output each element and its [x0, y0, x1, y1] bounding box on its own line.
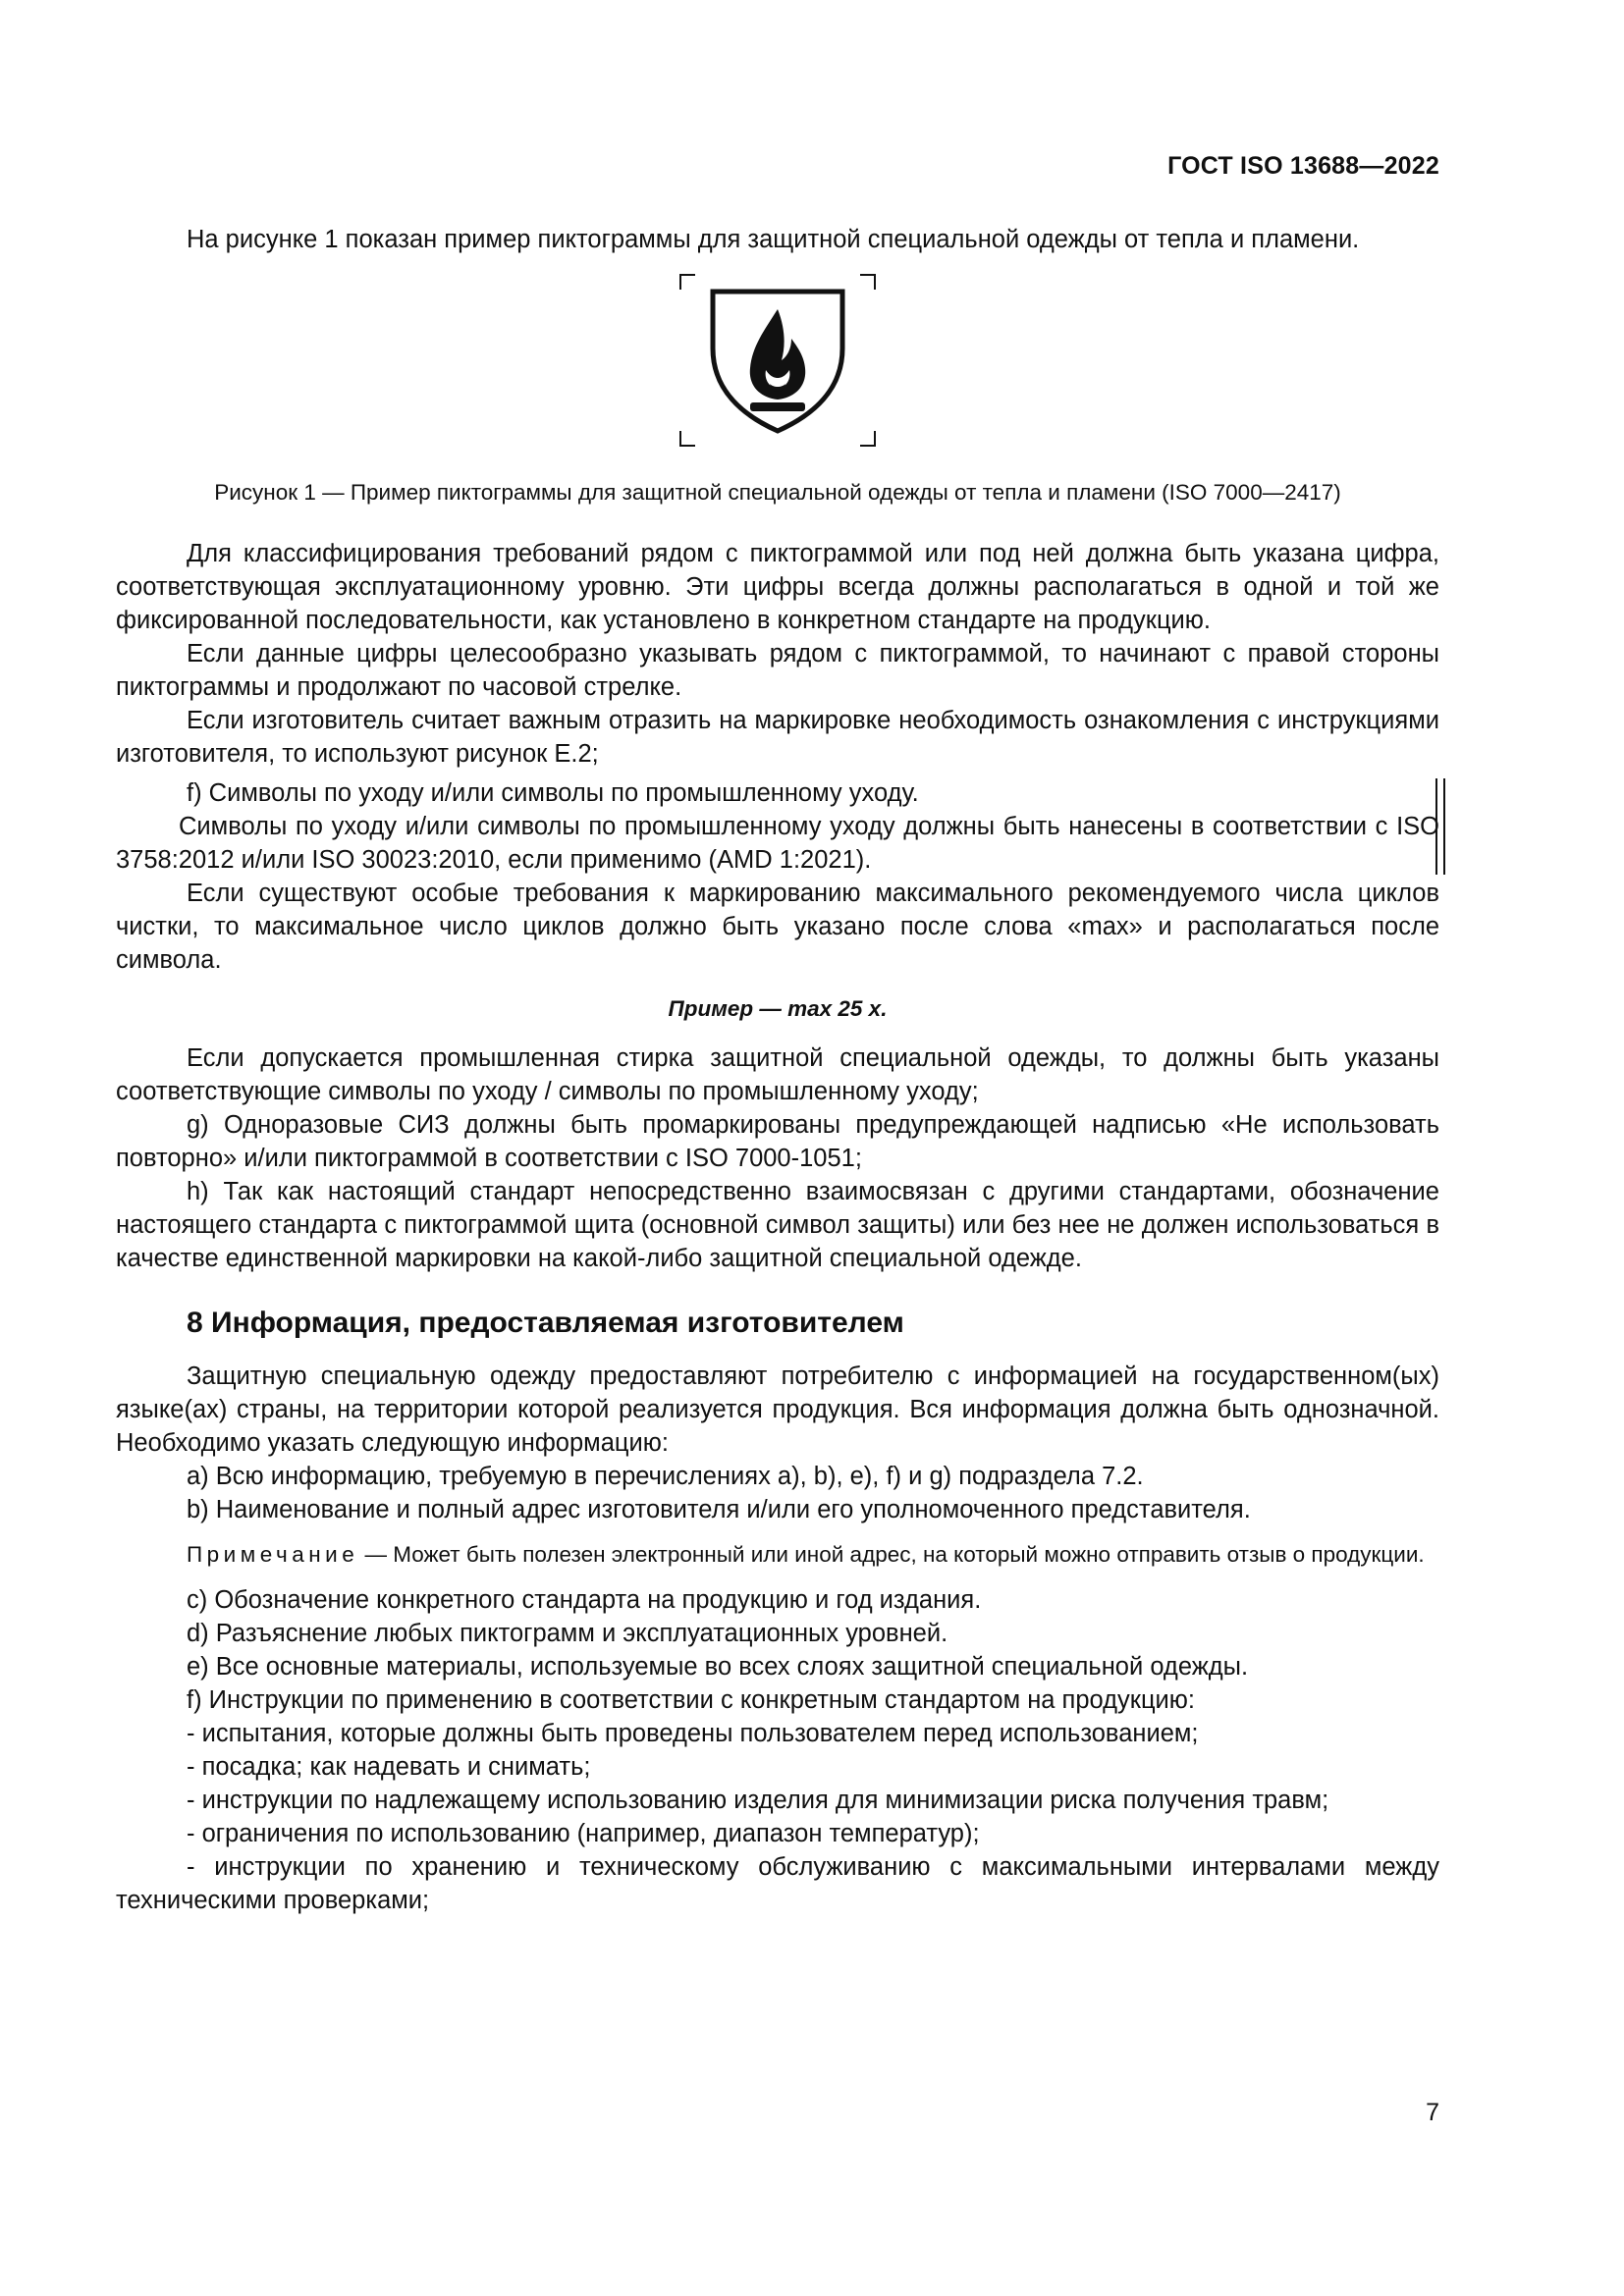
section-heading: 8 Информация, предоставляемая изготовителем [187, 1307, 904, 1339]
list-item: b) Наименование и полный адрес изготовителя и/или его уполномоченного представителя. [187, 1496, 1251, 1523]
crop-mark-top-left [679, 274, 695, 290]
crop-mark-top-right [860, 274, 876, 290]
note [116, 1540, 1439, 1570]
change-bar [1435, 778, 1445, 875]
note-label: Примечание [187, 1542, 359, 1567]
figure-1 [679, 274, 876, 447]
paragraph: Если существуют особые требования к маркированию максимального рекомендуемого числа циклов чистки, то максимальное число циклов должно быть указано после слова «max» и располагаться после символа. [116, 880, 1439, 974]
section-intro: Защитную специальную одежду предоставляют потребителю с информацией на государственном(ых) языке(ах) страны, на территории которой реализуется продукция. Вся информация должна быть однозначной. Необходимо указать следующую информацию: [116, 1362, 1439, 1457]
paragraph: h) Так как настоящий стандарт непосредственно взаимосвязан с другими стандартами, обозначение настоящего стандарта с пиктограммой щита (основной символ защиты) или без нее не должен использоваться в качестве единственной маркировки на какой-либо защитной специальной одежде. [116, 1178, 1439, 1272]
amendment-block [116, 776, 1439, 877]
crop-mark-bottom-right [860, 431, 876, 447]
page-number: 7 [1426, 2099, 1439, 2126]
note-text: — Может быть полезен электронный или иной адрес, на который можно отправить отзыв о продукции. [358, 1542, 1425, 1567]
list-item: c) Обозначение конкретного стандарта на продукцию и год издания. [187, 1586, 982, 1614]
list-item: d) Разъяснение любых пиктограмм и эксплуатационных уровней. [187, 1620, 948, 1647]
list-item-f: f) Символы по уходу и/или символы по промышленному уходу. [187, 779, 919, 807]
paragraph: Если данные цифры целесообразно указывать рядом с пиктограммой, то начинают с правой стороны пиктограммы и продолжают по часовой стрелке. [116, 640, 1439, 701]
list-item: e) Все основные материалы, используемые во всех слоях защитной специальной одежды. [187, 1653, 1249, 1681]
paragraph: Если допускается промышленная стирка защитной специальной одежды, то должны быть указаны соответствующие символы по уходу / символы по промышленному уходу; [116, 1044, 1439, 1105]
paragraph: Если изготовитель считает важным отразить на маркировке необходимость ознакомления с инструкциями изготовителя, то используют рисунок E.2; [116, 707, 1439, 768]
intro-paragraph: На рисунке 1 показан пример пиктограммы для защитной специальной одежды от тепла и пламени. [187, 226, 1360, 253]
example-line: Пример — max 25 x. [668, 996, 888, 1021]
list-item: - посадка; как надевать и снимать; [187, 1753, 591, 1781]
list-item: a) Всю информацию, требуемую в перечислениях a), b), e), f) и g) подраздела 7.2. [187, 1463, 1144, 1490]
paragraph: g) Одноразовые СИЗ должны быть промаркированы предупреждающей надписью «Не использовать повторно» и/или пиктограммой в соответствии с ISO 7000-1051; [116, 1111, 1439, 1172]
crop-mark-bottom-left [679, 431, 695, 447]
standard-header: ГОСТ ISO 13688—2022 [1167, 152, 1439, 180]
list-item: - инструкции по хранению и техническому обслуживанию с максимальными интервалами между техническими проверками; [116, 1853, 1439, 1914]
paragraph: Для классифицирования требований рядом с пиктограммой или под ней должна быть указана цифра, соответствующая эксплуатационному уровню. Эти цифры всегда должны располагаться в одной и той же фиксированной последовательности, как установлено в конкретном стандарте на продукцию. [116, 540, 1439, 634]
list-item: - ограничения по использованию (например, диапазон температур); [187, 1820, 980, 1847]
figure-caption: Рисунок 1 — Пример пиктограммы для защитной специальной одежды от тепла и пламени (ISO 7000—2417) [214, 480, 1341, 505]
amendment-text: Символы по уходу и/или символы по промышленному уходу должны быть нанесены в соответствии с ISO 3758:2012 и/или ISO 30023:2010, если применимо (AMD 1:2021). [116, 813, 1439, 874]
list-item: f) Инструкции по применению в соответствии с конкретным стандартом на продукцию: [187, 1686, 1195, 1714]
heat-flame-shield-icon [707, 288, 848, 435]
list-item: - инструкции по надлежащему использованию изделия для минимизации риска получения травм; [187, 1787, 1329, 1814]
list-item: - испытания, которые должны быть проведены пользователем перед использованием; [187, 1720, 1199, 1747]
page-content [116, 223, 1439, 1917]
